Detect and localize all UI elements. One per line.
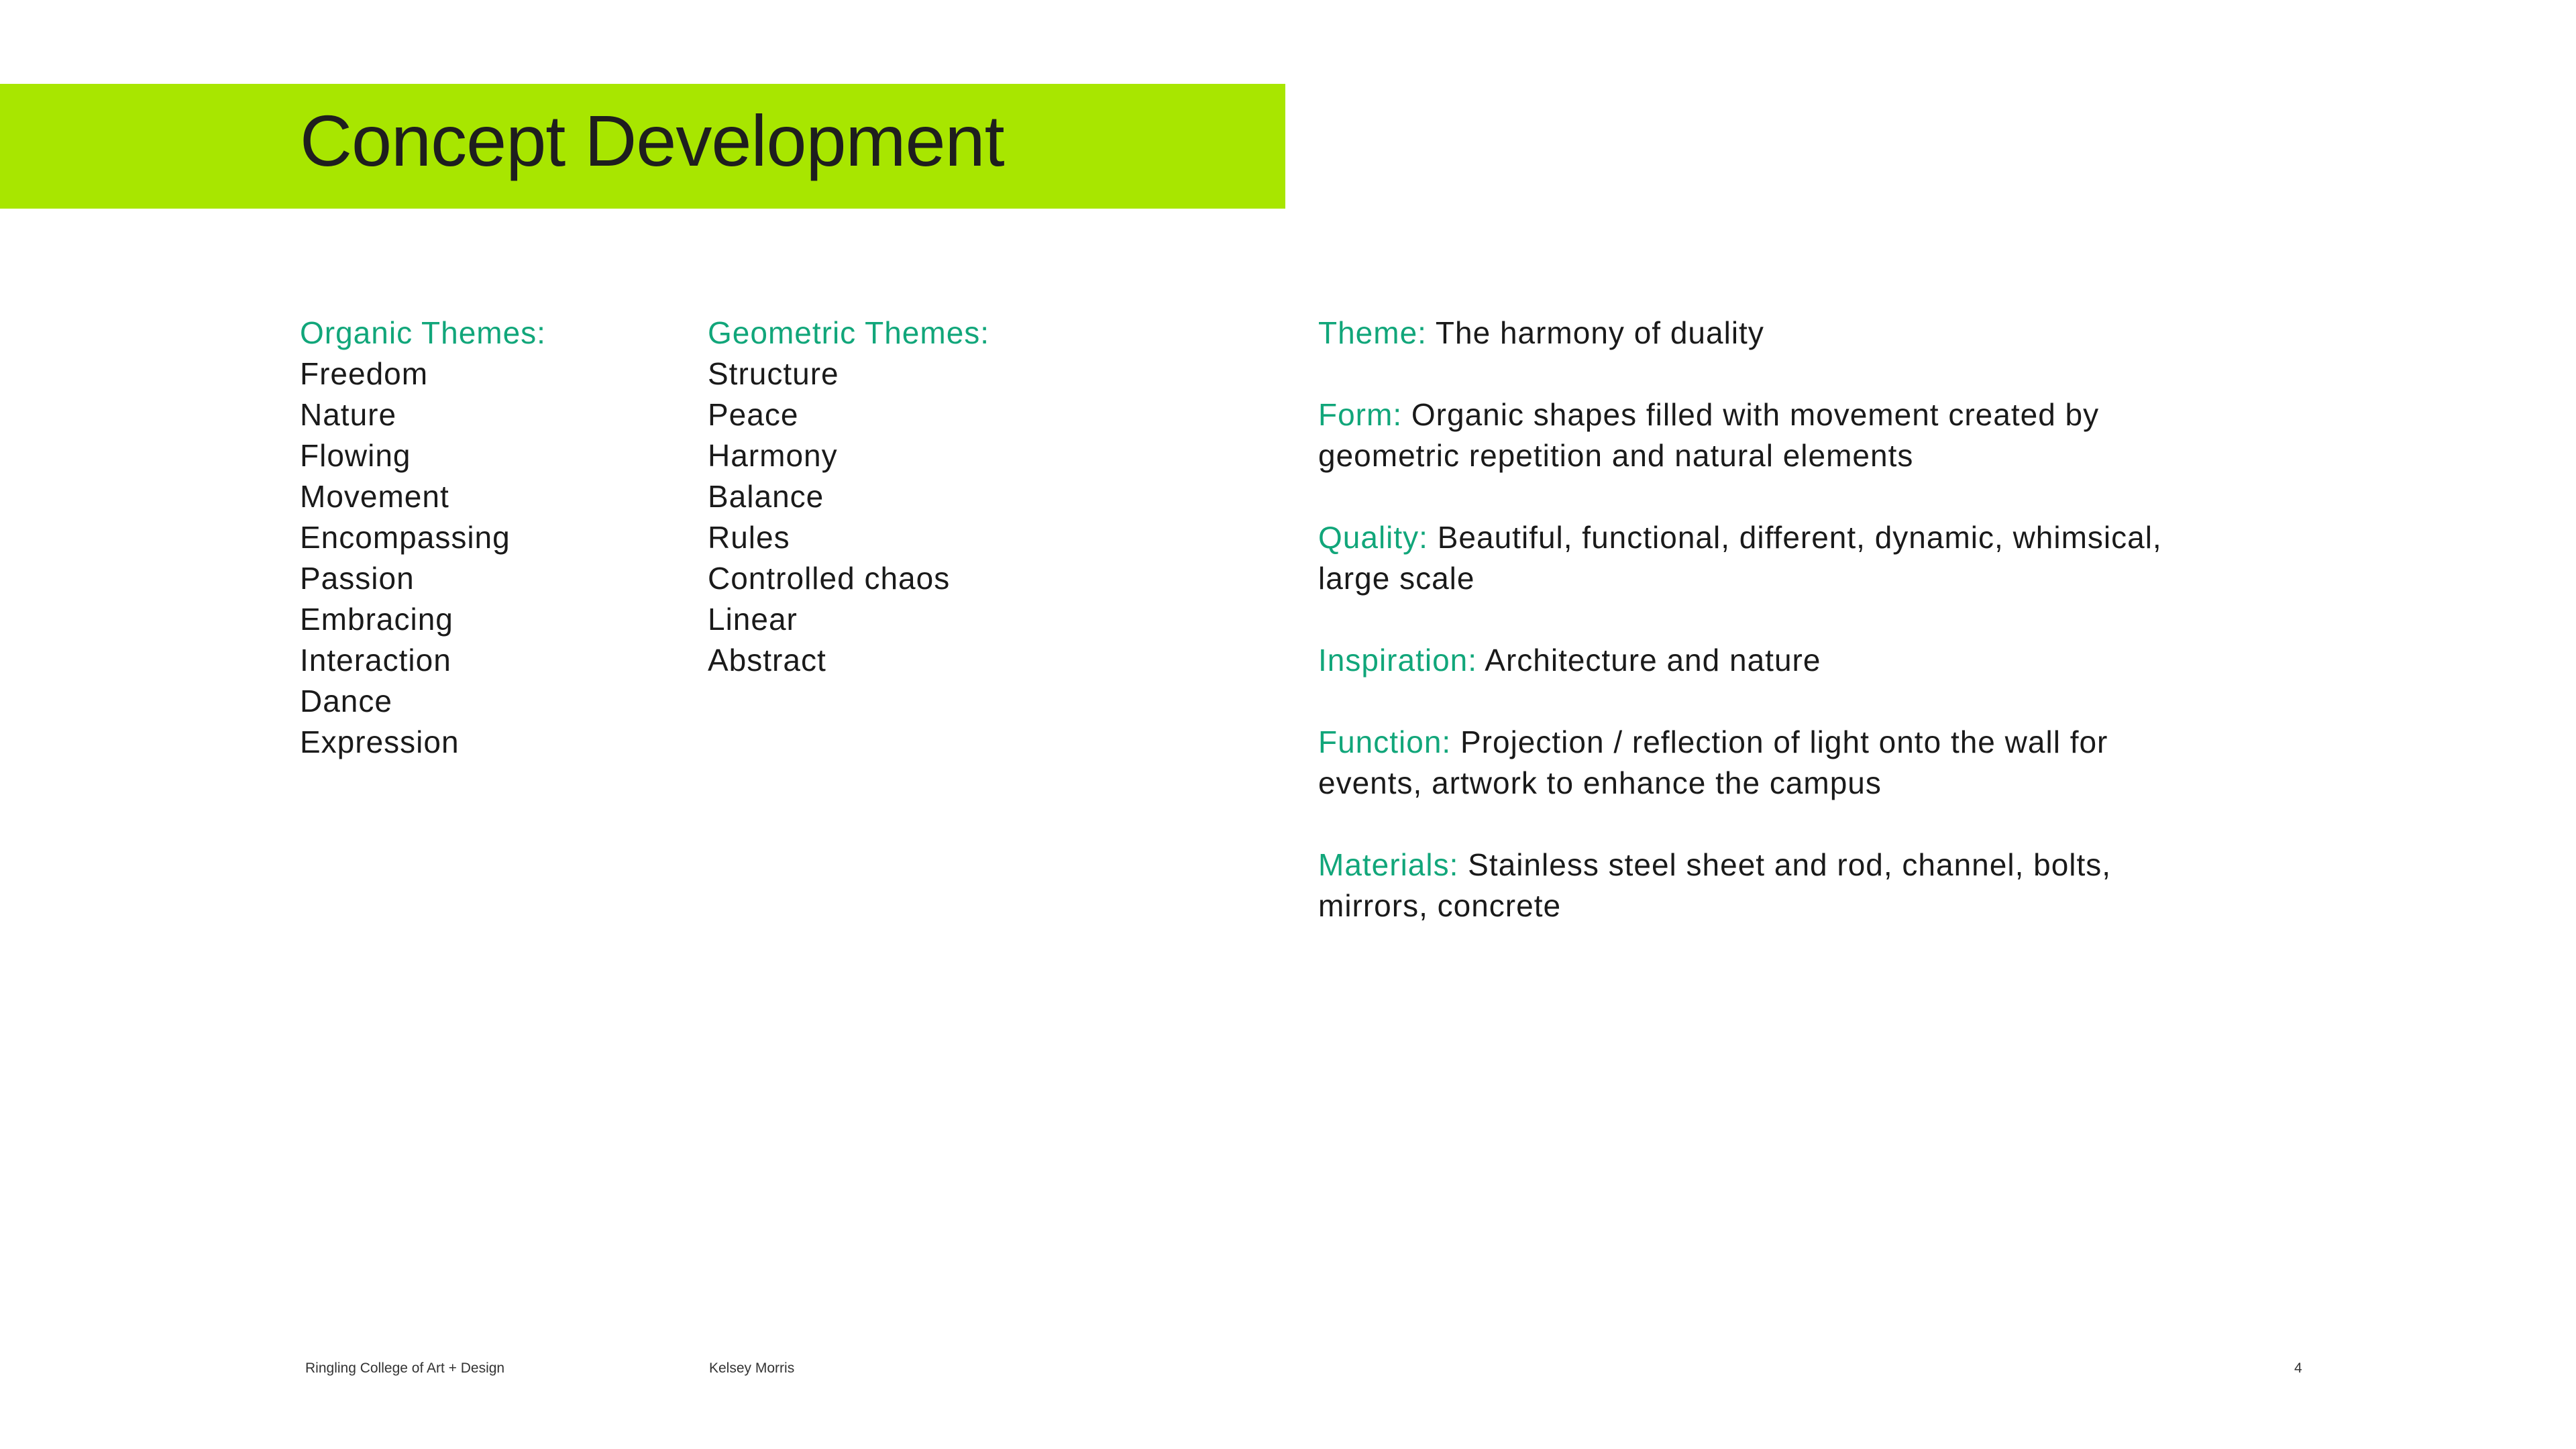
geometric-theme-item: Controlled chaos: [708, 561, 951, 596]
footer-author: Kelsey Morris: [709, 1360, 795, 1376]
detail-label: Function:: [1318, 724, 1452, 759]
organic-theme-item: Embracing: [300, 602, 453, 637]
geometric-theme-item: Structure: [708, 356, 839, 391]
detail-function: [1318, 722, 2204, 804]
organic-theme-item: Flowing: [300, 438, 411, 473]
page-title: Concept Development: [300, 100, 1004, 181]
geometric-theme-item: Rules: [708, 520, 790, 555]
organic-theme-item: Freedom: [300, 356, 429, 391]
concept-details-column: [1318, 313, 2204, 926]
detail-text: Architecture and nature: [1485, 643, 1821, 678]
detail-label: Quality:: [1318, 520, 1428, 555]
page-number: 4: [2294, 1360, 2302, 1376]
organic-themes-heading: Organic Themes:: [300, 315, 546, 350]
detail-materials: [1318, 845, 2204, 926]
geometric-theme-item: Harmony: [708, 438, 838, 473]
detail-text: Projection / reflection of light onto the wall for events, artwork to enhance the campus: [1318, 724, 2108, 800]
footer-school: Ringling College of Art + Design: [305, 1360, 505, 1376]
detail-label: Inspiration:: [1318, 643, 1478, 678]
detail-text: Beautiful, functional, different, dynamic, whimsical, large scale: [1318, 520, 2162, 596]
detail-label: Theme:: [1318, 315, 1427, 350]
geometric-theme-item: Linear: [708, 602, 798, 637]
detail-inspiration: [1318, 640, 2204, 681]
detail-label: Materials:: [1318, 847, 1459, 882]
organic-themes-column: [300, 313, 676, 763]
detail-label: Form:: [1318, 397, 1403, 432]
organic-theme-item: Dance: [300, 684, 392, 718]
geometric-theme-item: Abstract: [708, 643, 826, 678]
organic-theme-item: Expression: [300, 724, 460, 759]
geometric-themes-column: [708, 313, 1218, 681]
organic-theme-item: Nature: [300, 397, 397, 432]
detail-text: Organic shapes filled with movement created by geometric repetition and natural elements: [1318, 397, 2100, 473]
detail-theme: [1318, 313, 2204, 354]
detail-text: Stainless steel sheet and rod, channel, bolts, mirrors, concrete: [1318, 847, 2112, 923]
detail-form: [1318, 394, 2204, 476]
organic-theme-item: Interaction: [300, 643, 451, 678]
organic-theme-item: Encompassing: [300, 520, 511, 555]
geometric-theme-item: Balance: [708, 479, 824, 514]
detail-quality: [1318, 517, 2204, 599]
organic-theme-item: Movement: [300, 479, 449, 514]
geometric-theme-item: Peace: [708, 397, 799, 432]
geometric-themes-heading: Geometric Themes:: [708, 315, 990, 350]
detail-text: The harmony of duality: [1435, 315, 1764, 350]
organic-theme-item: Passion: [300, 561, 415, 596]
